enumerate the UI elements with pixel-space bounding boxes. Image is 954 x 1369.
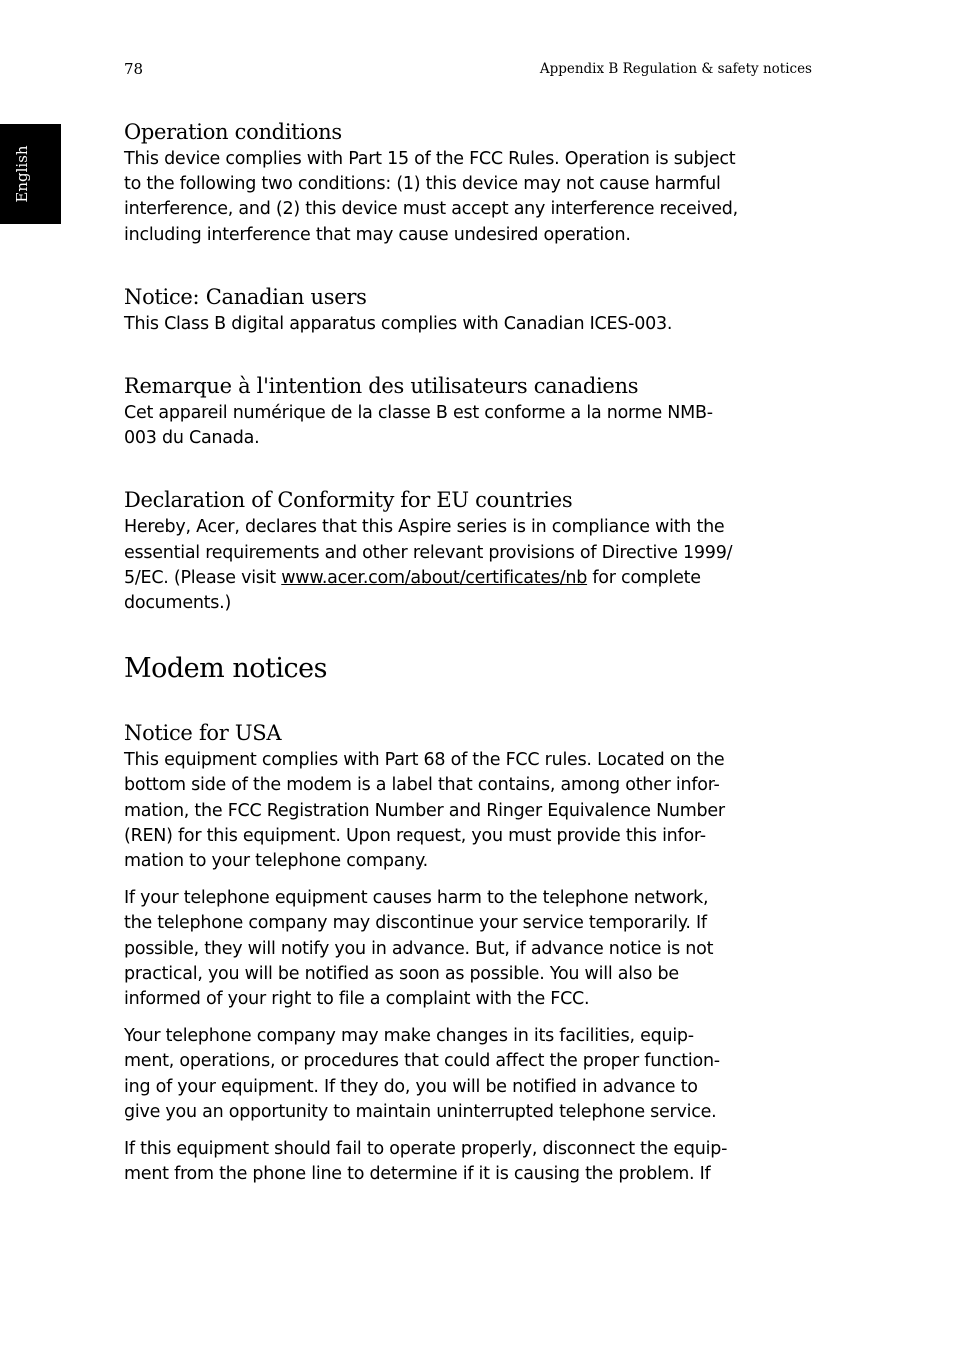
text-line: give you an opportunity to maintain uninterrupted telephone service. [124, 1101, 717, 1122]
text-line: 003 du Canada. [124, 428, 260, 449]
paragraph-usa-4 [124, 1137, 824, 1187]
paragraph-usa-2 [124, 886, 824, 1012]
text-line: essential requirements and other relevant provisions of Directive 1999/ [124, 542, 733, 563]
text-line: documents.) [124, 593, 232, 614]
paragraph-utilisateurs-canadiens [124, 401, 824, 451]
text-line: Cet appareil numérique de la classe B est conforme a la norme NMB- [124, 403, 713, 424]
text-line: mation, the FCC Registration Number and Ringer Equivalence Number [124, 800, 725, 821]
section-heading-notice-usa: Notice for USA [124, 721, 282, 746]
page-content [124, 117, 824, 1187]
text-line: ment, operations, or procedures that could affect the proper function- [124, 1051, 720, 1072]
certificates-link[interactable]: www.acer.com/about/certificates/nb [281, 567, 588, 588]
paragraph-eu-conformity [124, 515, 824, 616]
text-line: ment from the phone line to determine if it is causing the problem. If [124, 1164, 711, 1185]
paragraph-operation-conditions [124, 147, 824, 248]
section-heading-operation-conditions: Operation conditions [124, 120, 342, 144]
paragraph-usa-1 [124, 748, 824, 874]
paragraph-canadian-users [124, 312, 824, 337]
section-heading-eu-conformity: Declaration of Conformity for EU countries [124, 488, 573, 513]
text-line: If your telephone equipment causes harm to the telephone network, [124, 888, 709, 909]
section-title-modem-notices: Modem notices [124, 653, 327, 685]
text-line: If this equipment should fail to operate properly, disconnect the equip- [124, 1139, 728, 1160]
text-line: This Class B digital apparatus complies with Canadian ICES-003. [124, 313, 673, 334]
text-line: to the following two conditions: (1) this device may not cause harmful [124, 174, 721, 195]
text-line: Hereby, Acer, declares that this Aspire series is in compliance with the [124, 517, 725, 538]
text-line: possible, they will notify you in advance. But, if advance notice is not [124, 938, 714, 959]
text-line [124, 566, 824, 591]
running-header: Appendix B Regulation & safety notices [539, 61, 812, 77]
text-line: interference, and (2) this device must accept any interference received, [124, 199, 738, 220]
paragraph-usa-3 [124, 1024, 824, 1125]
text-line: ing of your equipment. If they do, you will be notified in advance to [124, 1076, 698, 1097]
text-line: the telephone company may discontinue your service temporarily. If [124, 913, 707, 934]
text-line: including interference that may cause undesired operation. [124, 224, 631, 245]
text-line: bottom side of the modem is a label that contains, among other infor- [124, 775, 720, 796]
text-line: mation to your telephone company. [124, 851, 428, 872]
text-line: This device complies with Part 15 of the FCC Rules. Operation is subject [124, 149, 736, 169]
text-line: This equipment complies with Part 68 of the FCC rules. Located on the [124, 750, 725, 771]
section-heading-canadian-users: Notice: Canadian users [124, 284, 367, 309]
text-line: (REN) for this equipment. Upon request, you must provide this infor- [124, 825, 706, 846]
section-heading-utilisateurs-canadiens: Remarque à l'intention des utilisateurs canadiens [124, 374, 639, 399]
text-line: Your telephone company may make changes in its facilities, equip- [124, 1026, 694, 1047]
text-line: practical, you will be notified as soon as possible. You will also be [124, 963, 679, 984]
text-fragment: for complete [587, 567, 701, 588]
text-fragment: 5/EC. (Please visit [124, 567, 282, 588]
language-side-tab-label: English [13, 145, 31, 203]
language-side-tab [0, 124, 61, 224]
page-number: 78 [124, 60, 144, 78]
text-line: informed of your right to file a complaint with the FCC. [124, 989, 590, 1010]
